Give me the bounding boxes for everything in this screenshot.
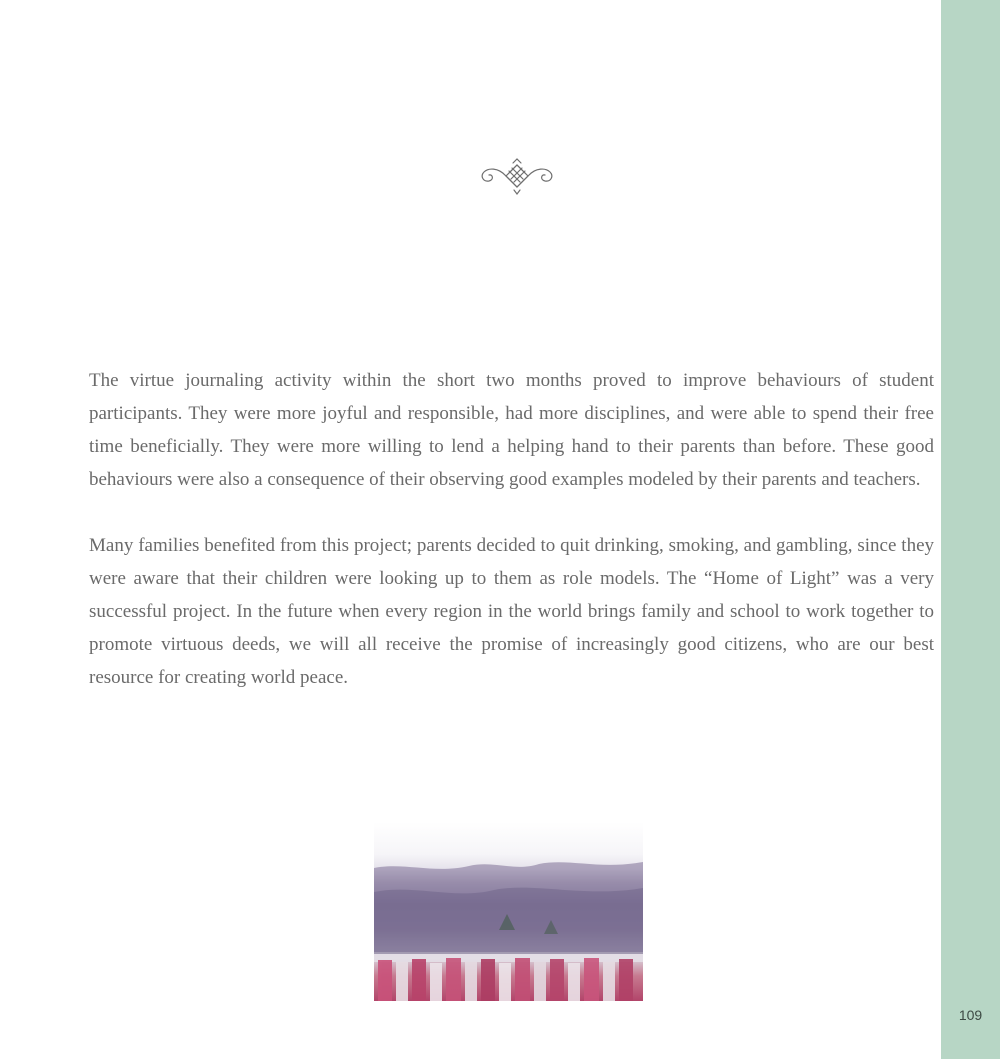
group-photo-scene	[374, 822, 643, 1001]
group-photo	[374, 822, 643, 1001]
page-number: 109	[958, 1007, 983, 1023]
body-text	[89, 364, 934, 727]
paragraph-families-benefited: Many families benefited from this project; parents decided to quit drinking, smoking, and gambling, since they were aware that their children were looking up to them as role models. The “Home of Light” was a very successful project. In the future when every region in the world brings family and school to work together to promote virtuous deeds, we will all receive the promise of increasingly good citizens, who are our best resource for creating world peace.	[89, 535, 934, 688]
endless-knot-flourish-icon	[478, 154, 556, 196]
paragraph-virtue-journaling: The virtue journaling activity within the short two months proved to improve behaviours of student participants. They were more joyful and responsible, had more disciplines, and were able to spend their free time beneficially. They were more willing to lend a helping hand to their parents than before. These good behaviours were also a consequence of their observing good examples modeled by their parents and teachers.	[89, 370, 934, 490]
side-color-band	[941, 0, 1000, 1059]
